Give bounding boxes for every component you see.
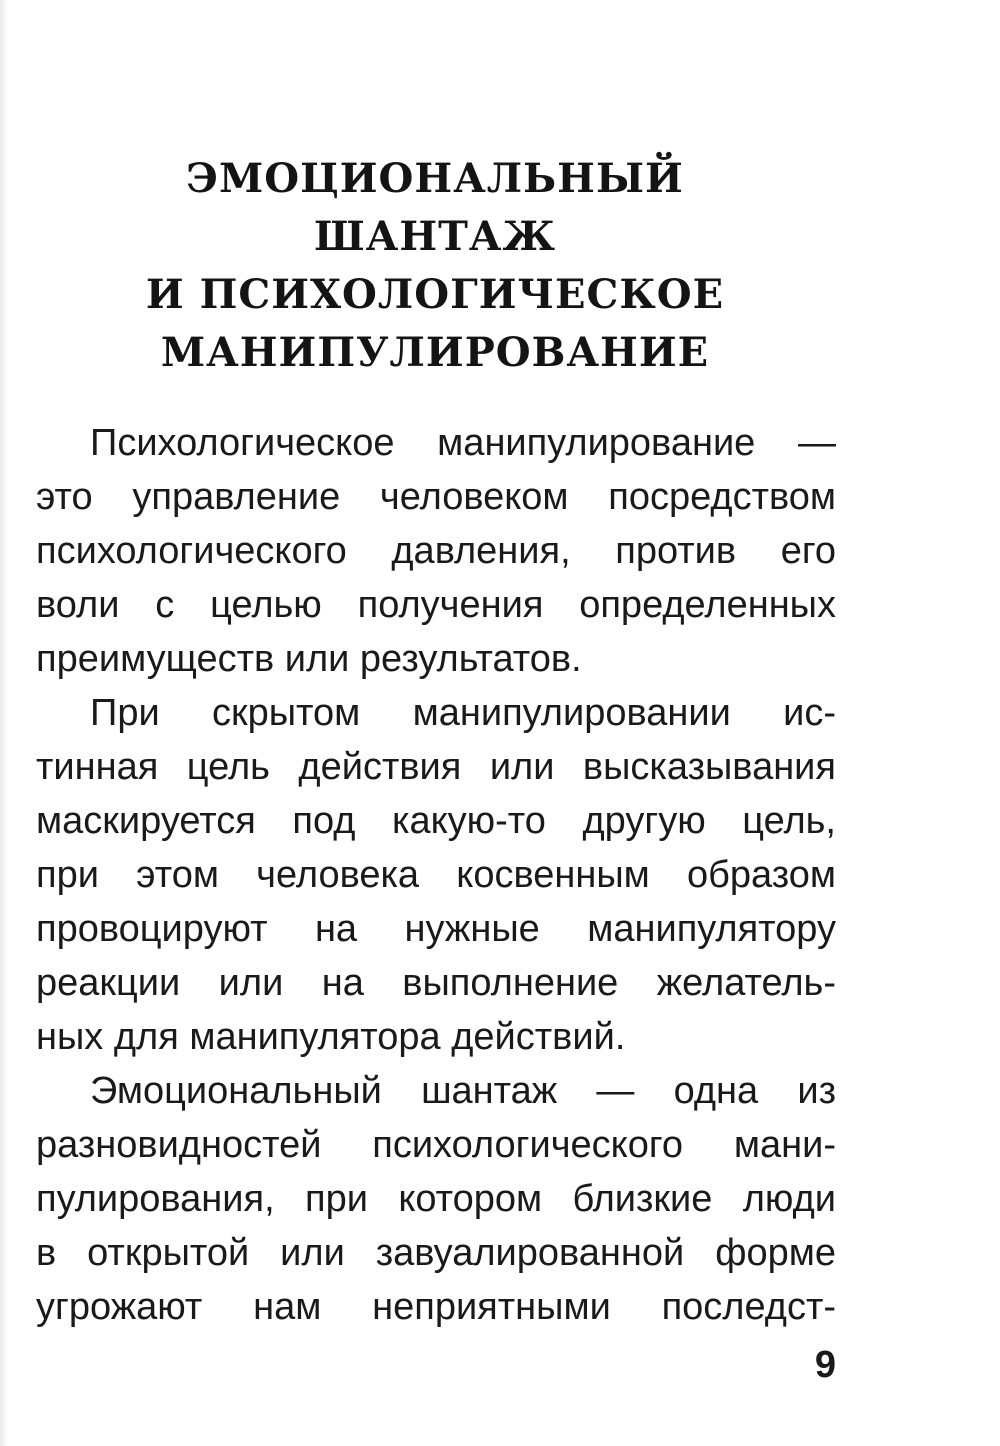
paragraph-line: тинная цель действия или высказывания <box>36 746 836 788</box>
paragraph-line: маскируется под какую-то другую цель, <box>36 800 836 842</box>
paragraph-line: в открытой или завуалированной форме <box>36 1232 836 1274</box>
page-number: 9 <box>814 1344 836 1386</box>
paragraph-line: Эмоциональный шантаж — одна из <box>90 1070 836 1112</box>
chapter-title-line: ШАНТАЖ <box>314 213 556 260</box>
paragraph-line: психологического давления, против его <box>36 530 836 572</box>
paragraph-line: угрожают нам неприятными последст- <box>36 1286 836 1328</box>
paragraph-line: воли с целью получения определенных <box>36 584 836 626</box>
paragraph-line: при этом человека косвенным образом <box>36 854 836 896</box>
paragraph-line: При скрытом манипулировании ис- <box>90 692 836 734</box>
paragraph-line: это управление человеком посредством <box>36 476 836 518</box>
paragraph-line: провоцируют на нужные манипулятору <box>36 908 836 950</box>
chapter-title-line: МАНИПУЛИРОВАНИЕ <box>160 329 710 376</box>
paragraph-line: ных для манипулятора действий. <box>36 1016 626 1058</box>
chapter-title <box>0 150 870 382</box>
chapter-title-line: И ПСИХОЛОГИЧЕСКОЕ <box>145 271 725 318</box>
paragraph-line: разновидностей психологического мани- <box>36 1124 836 1166</box>
paragraph-line: реакции или на выполнение желатель- <box>36 962 836 1004</box>
chapter-title-line: ЭМОЦИОНАЛЬНЫЙ <box>186 155 684 202</box>
paragraph-line: преимуществ или результатов. <box>36 638 582 680</box>
paragraph-line: пулирования, при котором близкие люди <box>36 1178 836 1220</box>
paragraph-line: Психологическое манипулирование — <box>90 422 836 464</box>
